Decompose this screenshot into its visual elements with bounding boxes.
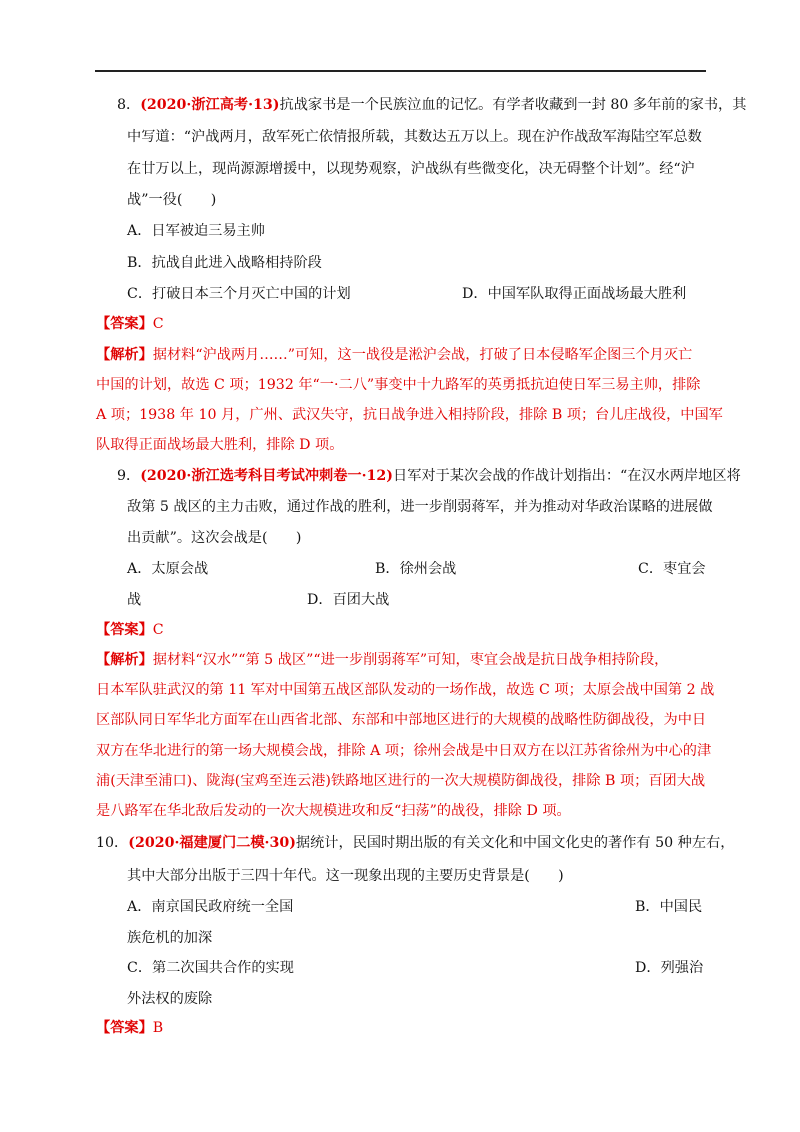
q10-answer-tag: 【答案】 [96,1020,153,1036]
q8-option-c: C．打破日本三个月灭亡中国的计划 [127,286,351,302]
q9-option-b: B．徐州会战 [375,561,457,577]
q9-analysis-line-1 [96,650,668,670]
q8-answer [96,314,164,334]
q8-option-d: D．中国军队取得正面战场最大胜利 [462,286,687,302]
q8-analysis-text-1: 据材料“沪战两月……”可知，这一战役是淞沪会战，打破了日本侵略军企图三个月灭亡 [152,347,693,363]
q10-answer [96,1018,163,1038]
q8-analysis-tag: 【解析】 [96,347,153,363]
q10-answer-value: B [152,1020,164,1036]
q10-option-c: C．第二次国共合作的实现 [127,960,294,976]
q8-analysis-line-2: 中国的计划，故选 C 项；1932 年“一·二八”事变中十九路军的英勇抵抗迫使日军三易主帅，排除 [96,377,701,393]
q9-analysis-tag: 【解析】 [96,652,153,668]
q9-analysis-line-4: 双方在华北进行的第一场大规模会战，排除 A 项；徐州会战是中日双方在以江苏省徐州为中心的津 [96,743,712,759]
q9-source: (2020·浙江选考科目考试冲刺卷一·12) [140,468,394,484]
q10-source: (2020·福建厦门二模·30) [128,835,296,851]
q10-option-d: D．列强治 [635,960,704,976]
q8-analysis-line-1 [96,345,692,365]
q8-stem-line-3: 在廿万以上，现尚源源增援中，以现势观察，沪战纵有些微变化，决无碍整个计划”。经“沪 [127,161,695,177]
q10-number: 10． [96,835,129,851]
q9-number: 9． [117,468,141,484]
q8-stem-line-2: 中写道：“沪战两月，敌军死亡依情报所载，其数达五万以上。现在沪作战敌军海陆空军总数 [127,129,702,145]
q9-analysis-line-5: 浦(天津至浦口)、陇海(宝鸡至连云港)铁路地区进行的一次大规模防御战役，排除 B 项；百团大战 [96,773,706,789]
q10-stem-line-2: 其中大部分出版于三四十年代。这一现象出现的主要历史背景是( ) [127,868,564,884]
q8-stem-text-1: 抗战家书是一个民族泣血的记忆。有学者收藏到一封 80 多年前的家书，其 [279,97,747,113]
q9-answer-value: C [152,622,164,638]
q9-answer-tag: 【答案】 [96,622,153,638]
q8-answer-tag: 【答案】 [96,316,153,332]
q8-answer-value: C [152,316,164,332]
q10-stem-line-1 [96,833,734,853]
q9-option-c-wrap: 战 [127,592,142,608]
q9-stem-text-1: 日军对于某次会战的作战计划指出：“在汉水两岸地区将 [393,468,741,484]
q9-stem-line-1 [117,466,741,486]
q8-analysis-line-4: 队取得正面战场最大胜利，排除 D 项。 [96,437,344,453]
q8-stem-line-1 [117,95,746,115]
q9-analysis-line-6: 是八路军在华北敌后发动的一次大规模进攻和反“扫荡”的战役，排除 D 项。 [96,803,571,819]
q8-stem-line-4: 战”一役( ) [127,192,217,208]
header-rule [95,70,706,72]
q8-number: 8． [117,97,141,113]
q8-option-a: A．日军被迫三易主帅 [127,223,265,239]
q9-answer [96,620,164,640]
q9-option-d: D．百团大战 [307,592,390,608]
q10-stem-text-1: 据统计，民国时期出版的有关文化和中国文化史的著作有 50 种左右， [295,835,735,851]
q9-stem-line-3: 出贡献”。这次会战是( ) [127,530,302,546]
q9-analysis-line-2: 日本军队驻武汉的第 11 军对中国第五战区部队发动的一场作战，故选 C 项；太原会战中国第 2 战 [96,682,715,698]
q9-analysis-line-3: 区部队同日军华北方面军在山西省北部、东部和中部地区进行的大规模的战略性防御战役，为中日 [96,712,707,728]
q10-option-b: B．中国民 [635,899,703,915]
q10-option-b-wrap: 族危机的加深 [127,930,213,946]
q10-option-d-wrap: 外法权的废除 [127,991,213,1007]
q8-option-b: B．抗战自此进入战略相持阶段 [127,255,322,271]
q9-analysis-text-1: 据材料“汉水”“第 5 战区”“进一步削弱蒋军”可知，枣宜会战是抗日战争相持阶段， [152,652,669,668]
q9-option-c: C．枣宜会 [638,561,706,577]
q9-stem-line-2: 敌第 5 战区的主力击败，通过作战的胜利，进一步削弱蒋军，并为推动对华政治谋略的进展做 [127,499,713,515]
q10-option-a: A．南京国民政府统一全国 [127,899,294,915]
q9-option-a: A．太原会战 [127,561,209,577]
q8-analysis-line-3: A 项；1938 年 10 月，广州、武汉失守，抗日战争进入相持阶段，排除 B 项；台儿庄战役，中国军 [96,407,723,423]
q8-source: (2020·浙江高考·13) [140,97,280,113]
